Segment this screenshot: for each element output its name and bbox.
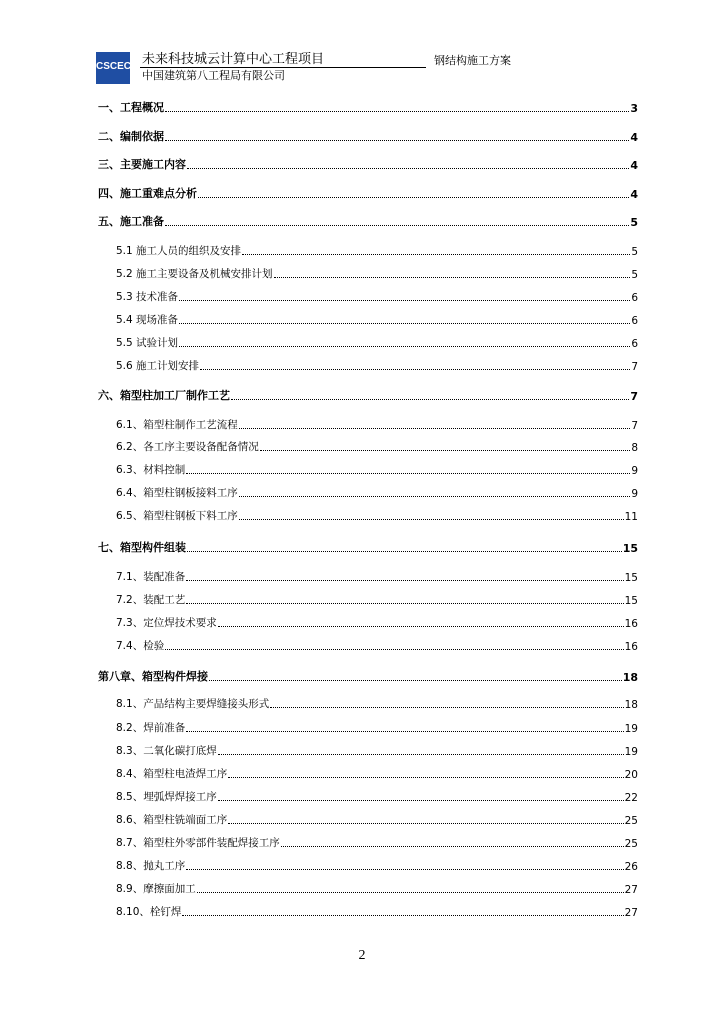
toc-entry[interactable] (98, 462, 638, 477)
toc-leader-dots (270, 706, 623, 708)
toc-leader-dots (209, 679, 622, 681)
toc-entry[interactable] (98, 156, 638, 172)
toc-entry[interactable] (98, 569, 638, 584)
toc-entry[interactable] (98, 213, 638, 229)
toc-leader-dots (239, 518, 624, 520)
toc-entry[interactable] (98, 858, 638, 873)
toc-entry[interactable] (98, 668, 638, 684)
toc-entry-label: 8.9、摩擦面加工 (116, 883, 196, 895)
toc-entry-page: 16 (624, 641, 638, 653)
toc-leader-dots (200, 368, 630, 370)
company-logo (96, 52, 130, 84)
toc-entry-label: 6.2、各工序主要设备配备情况 (116, 441, 259, 453)
toc-entry-label: 8.4、箱型柱电渣焊工序 (116, 768, 228, 780)
toc-leader-dots (186, 602, 623, 604)
toc-entry-label: 8.2、焊前准备 (116, 722, 186, 734)
toc-entry-page: 19 (624, 723, 638, 735)
toc-entry-label: 七、箱型构件组装 (98, 541, 186, 554)
toc-leader-dots (165, 224, 629, 226)
toc-entry-page: 20 (624, 769, 638, 781)
toc-entry-label: 5.1 施工人员的组织及安排 (116, 245, 242, 257)
toc-entry[interactable] (98, 387, 638, 403)
toc-leader-dots (179, 345, 630, 347)
toc-entry-page: 15 (622, 542, 638, 555)
toc-entry-label: 8.3、二氧化碳打底焊 (116, 745, 217, 757)
toc-entry-label: 8.5、埋弧焊焊接工序 (116, 791, 217, 803)
logo-text: CSCEC (96, 61, 132, 72)
toc-entry-label: 6.4、箱型柱钢板接料工序 (116, 487, 238, 499)
toc-leader-dots (281, 845, 624, 847)
toc-entry-page: 19 (624, 746, 638, 758)
toc-entry-page: 16 (624, 618, 638, 630)
toc-entry[interactable] (98, 696, 638, 711)
toc-entry-label: 6.1、箱型柱制作工艺流程 (116, 419, 238, 431)
toc-entry-page: 9 (631, 465, 638, 477)
toc-leader-dots (274, 276, 631, 278)
toc-leader-dots (179, 322, 630, 324)
toc-entry[interactable] (98, 335, 638, 350)
toc-entry[interactable] (98, 99, 638, 115)
toc-entry-page: 5 (631, 269, 638, 281)
toc-entry-label: 8.6、箱型柱铣端面工序 (116, 814, 228, 826)
toc-entry-page: 15 (624, 595, 638, 607)
toc-leader-dots (197, 891, 624, 893)
toc-entry-label: 6.5、箱型柱钢板下料工序 (116, 510, 238, 522)
toc-entry[interactable] (98, 358, 638, 373)
toc-leader-dots (218, 799, 624, 801)
toc-entry[interactable] (98, 592, 638, 607)
toc-entry[interactable] (98, 720, 638, 735)
toc-entry-page: 5 (631, 246, 638, 258)
toc-entry-page: 18 (622, 671, 638, 684)
toc-entry[interactable] (98, 439, 638, 454)
toc-entry-page: 6 (631, 315, 638, 327)
toc-entry[interactable] (98, 904, 638, 919)
toc-entry-page: 4 (630, 131, 638, 144)
toc-leader-dots (198, 196, 629, 198)
toc-entry-label: 四、施工重难点分析 (98, 187, 197, 200)
toc-entry-label: 7.4、检验 (116, 640, 165, 652)
toc-leader-dots (187, 550, 622, 552)
toc-entry-page: 22 (624, 792, 638, 804)
toc-leader-dots (182, 914, 623, 916)
toc-entry[interactable] (98, 128, 638, 144)
toc-entry-label: 三、主要施工内容 (98, 158, 186, 171)
toc-entry[interactable] (98, 638, 638, 653)
project-title: 未来科技城云计算中心工程项目 (142, 52, 325, 67)
toc-entry-page: 7 (631, 420, 638, 432)
toc-entry[interactable] (98, 835, 638, 850)
toc-entry-label: 5.5 试验计划 (116, 337, 179, 349)
toc-entry-page: 18 (624, 699, 638, 711)
toc-entry-label: 第八章、箱型构件焊接 (98, 670, 208, 683)
toc-entry-page: 3 (630, 102, 638, 115)
toc-entry-label: 5.3 技术准备 (116, 291, 179, 303)
page-number: 2 (358, 948, 366, 963)
toc-entry[interactable] (98, 185, 638, 201)
toc-leader-dots (186, 730, 623, 732)
page-header (96, 52, 634, 84)
toc-entry[interactable] (98, 312, 638, 327)
toc-entry-label: 5.4 现场准备 (116, 314, 179, 326)
toc-entry-label: 6.3、材料控制 (116, 464, 186, 476)
toc-entry[interactable] (98, 266, 638, 281)
toc-entry-label: 5.6 施工计划安排 (116, 360, 200, 372)
toc-entry-page: 5 (630, 216, 638, 229)
toc-leader-dots (187, 167, 629, 169)
toc-leader-dots (165, 110, 629, 112)
toc-leader-dots (228, 776, 623, 778)
toc-leader-dots (239, 427, 631, 429)
toc-entry-label: 五、施工准备 (98, 215, 164, 228)
toc-entry-label: 7.3、定位焊技术要求 (116, 617, 217, 629)
company-name: 中国建筑第八工程局有限公司 (142, 69, 285, 82)
toc-leader-dots (260, 449, 631, 451)
toc-entry[interactable] (98, 812, 638, 827)
toc-leader-dots (239, 495, 631, 497)
toc-entry[interactable] (98, 743, 638, 758)
toc-entry[interactable] (98, 789, 638, 804)
toc-entry-label: 7.1、装配准备 (116, 571, 186, 583)
toc-entry-label: 7.2、装配工艺 (116, 594, 186, 606)
toc-entry-page: 11 (624, 511, 638, 523)
toc-entry-label: 8.7、箱型柱外零部件装配焊接工序 (116, 837, 280, 849)
toc-entry[interactable] (98, 289, 638, 304)
toc-entry[interactable] (98, 243, 638, 258)
toc-entry-page: 27 (624, 907, 638, 919)
toc-entry-page: 15 (624, 572, 638, 584)
toc-entry-page: 6 (631, 338, 638, 350)
document-title: 钢结构施工方案 (434, 54, 511, 67)
toc-entry-page: 7 (631, 361, 638, 373)
toc-entry-page: 27 (624, 884, 638, 896)
toc-entry[interactable] (98, 539, 638, 555)
toc-leader-dots (165, 648, 623, 650)
header-underline (140, 67, 426, 68)
toc-entry-label: 8.8、抛丸工序 (116, 860, 186, 872)
toc-entry-label: 5.2 施工主要设备及机械安排计划 (116, 268, 273, 280)
toc-entry[interactable] (98, 417, 638, 432)
toc-entry[interactable] (98, 766, 638, 781)
toc-leader-dots (218, 753, 624, 755)
toc-entry-page: 7 (630, 390, 638, 403)
toc-leader-dots (179, 299, 630, 301)
toc-entry-label: 8.1、产品结构主要焊缝接头形式 (116, 698, 270, 710)
toc-leader-dots (231, 398, 629, 400)
toc-leader-dots (186, 579, 623, 581)
toc-leader-dots (186, 472, 630, 474)
toc-entry-page: 4 (630, 159, 638, 172)
toc-entry-page: 26 (624, 861, 638, 873)
toc-entry-page: 8 (631, 442, 638, 454)
toc-entry-page: 25 (624, 815, 638, 827)
toc-entry-label: 8.10、栓钉焊 (116, 906, 182, 918)
toc-leader-dots (218, 625, 624, 627)
toc-entry-page: 6 (631, 292, 638, 304)
toc-entry[interactable] (98, 485, 638, 500)
toc-entry-label: 六、箱型柱加工厂制作工艺 (98, 389, 230, 402)
toc-entry[interactable] (98, 881, 638, 896)
toc-entry[interactable] (98, 615, 638, 630)
toc-entry-page: 4 (630, 188, 638, 201)
toc-entry-label: 二、编制依据 (98, 130, 164, 143)
toc-leader-dots (242, 253, 630, 255)
toc-leader-dots (186, 868, 623, 870)
toc-entry-page: 25 (624, 838, 638, 850)
toc-leader-dots (228, 822, 623, 824)
toc-entry-label: 一、工程概况 (98, 101, 164, 114)
toc-leader-dots (165, 139, 629, 141)
toc-entry-page: 9 (631, 488, 638, 500)
toc-entry[interactable] (98, 508, 638, 523)
